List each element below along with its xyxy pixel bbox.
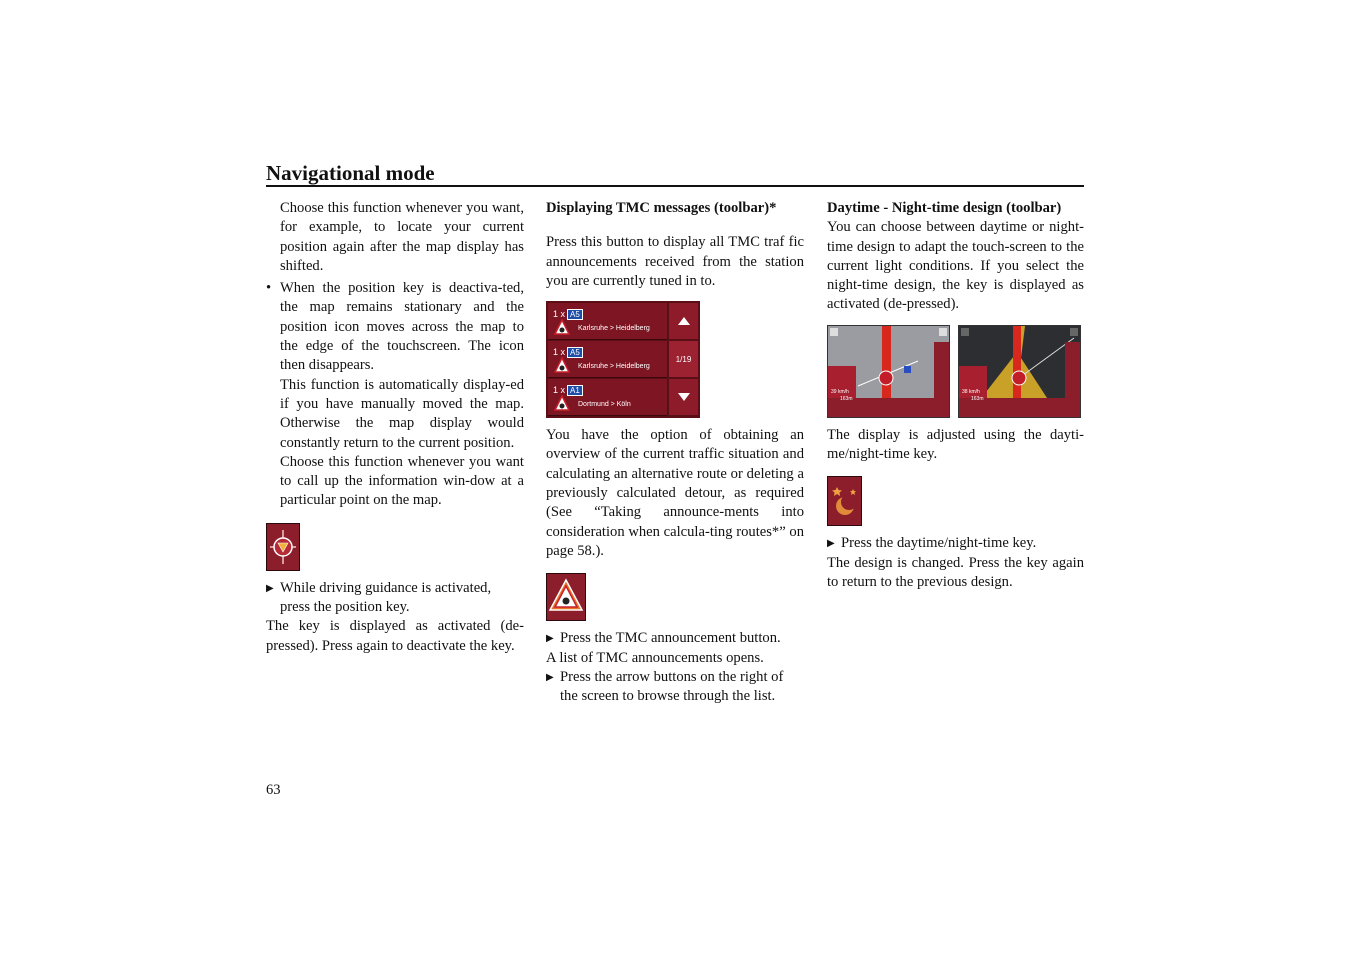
tmc-route: Karlsruhe > Heidelberg — [578, 363, 650, 371]
warning-triangle-icon — [554, 357, 570, 373]
tmc-count: 1 x A5 — [553, 343, 583, 362]
section-heading: Daytime - Night-time design (toolbar) — [827, 200, 1062, 216]
arrow-down-icon — [669, 379, 698, 415]
tmc-warning-icon — [546, 573, 586, 621]
position-key-icon — [266, 523, 300, 571]
tmc-list-item — [548, 379, 667, 416]
step-item: ▶ Press the daytime/night-time key. — [827, 534, 1084, 553]
page-number: 63 — [266, 782, 281, 798]
daytime-screenshot — [827, 325, 950, 418]
tmc-list-item — [548, 303, 667, 340]
tmc-list-item — [548, 341, 667, 378]
design-screenshots — [827, 325, 1084, 418]
bullet-item — [266, 279, 524, 375]
warning-triangle-icon — [554, 319, 570, 335]
road-badge: A1 — [567, 385, 583, 396]
speed-readout: 38 km/h — [962, 388, 980, 395]
paragraph: Choose this function whenever you want, for example, to locate your current position again after the map display has shifted. — [280, 200, 524, 274]
paragraph: This function is automatically display-ed if you have manually moved the map. Otherwise the map display would constantly return to the current position. — [280, 376, 524, 451]
road-badge: A5 — [567, 309, 583, 320]
road-badge: A5 — [567, 347, 583, 358]
step-arrow-icon: ▶ — [546, 633, 554, 645]
page-indicator: 1/19 — [669, 341, 698, 377]
tmc-count: 1 x A5 — [553, 305, 583, 324]
column-2 — [546, 199, 804, 706]
paragraph: The display is adjusted using the dayti-me/night-time key. — [827, 426, 1084, 463]
step-item: ▶ While driving guidance is activated, press the position key. — [266, 579, 492, 616]
paragraph: Press this button to display all TMC traf fic announcements received from the station you are currently tuned in to. — [546, 234, 804, 289]
step-arrow-icon: ▶ — [827, 538, 835, 550]
arrow-up-icon — [669, 303, 698, 339]
step-item: ▶ Press the TMC announcement button. — [546, 629, 804, 648]
tmc-list-screenshot — [546, 301, 700, 418]
paragraph: The design is changed. Press the key again to return to the previous design. — [827, 554, 1084, 590]
distance-readout: 163m — [840, 395, 853, 402]
paragraph: A list of TMC announcements opens. — [546, 649, 764, 666]
nighttime-screenshot — [958, 325, 1081, 418]
warning-triangle-icon — [554, 395, 570, 411]
column-3 — [827, 199, 1084, 592]
step-arrow-icon: ▶ — [266, 582, 274, 594]
bullet-text: When the position key is deactiva-ted, the map remains stationary and the position icon moves across the map to the edge of the touchscreen. The icon then disappears. — [280, 280, 524, 374]
step-arrow-icon: ▶ — [546, 671, 554, 683]
title-rule — [266, 185, 1084, 187]
paragraph: The key is displayed as activated (de-pressed). Press again to deactivate the key. — [266, 618, 524, 654]
tmc-route: Karlsruhe > Heidelberg — [578, 325, 650, 333]
paragraph: Choose this function whenever you want to call up the information win-dow at a particular point on the map. — [280, 453, 524, 509]
tmc-count: 1 x A1 — [553, 381, 583, 400]
section-heading: Displaying TMC messages (toolbar)* — [546, 200, 777, 216]
tmc-route: Dortmund > Köln — [578, 401, 631, 409]
step-item: ▶ Press the arrow buttons on the right of the screen to browse through the list. — [546, 668, 784, 705]
paragraph: You have the option of obtaining an overview of the current traffic situation and calculating an alternative route or deleting a previously calculated detour, as required (See “Taking announce-ments into consideration when calcula-ting routes*” on page 58.). — [546, 427, 804, 559]
speed-readout: 39 km/h — [831, 388, 849, 395]
column-1 — [266, 199, 524, 656]
moon-stars-icon — [827, 476, 862, 526]
distance-readout: 163m — [971, 395, 984, 402]
bullet-mark: • — [266, 280, 272, 297]
paragraph: You can choose between daytime or night-time design to adapt the touch-screen to the current light conditions. If you select the night-time design, the key is displayed as activated (de-pressed). — [827, 219, 1084, 313]
page-title: Navigational mode — [266, 161, 435, 185]
